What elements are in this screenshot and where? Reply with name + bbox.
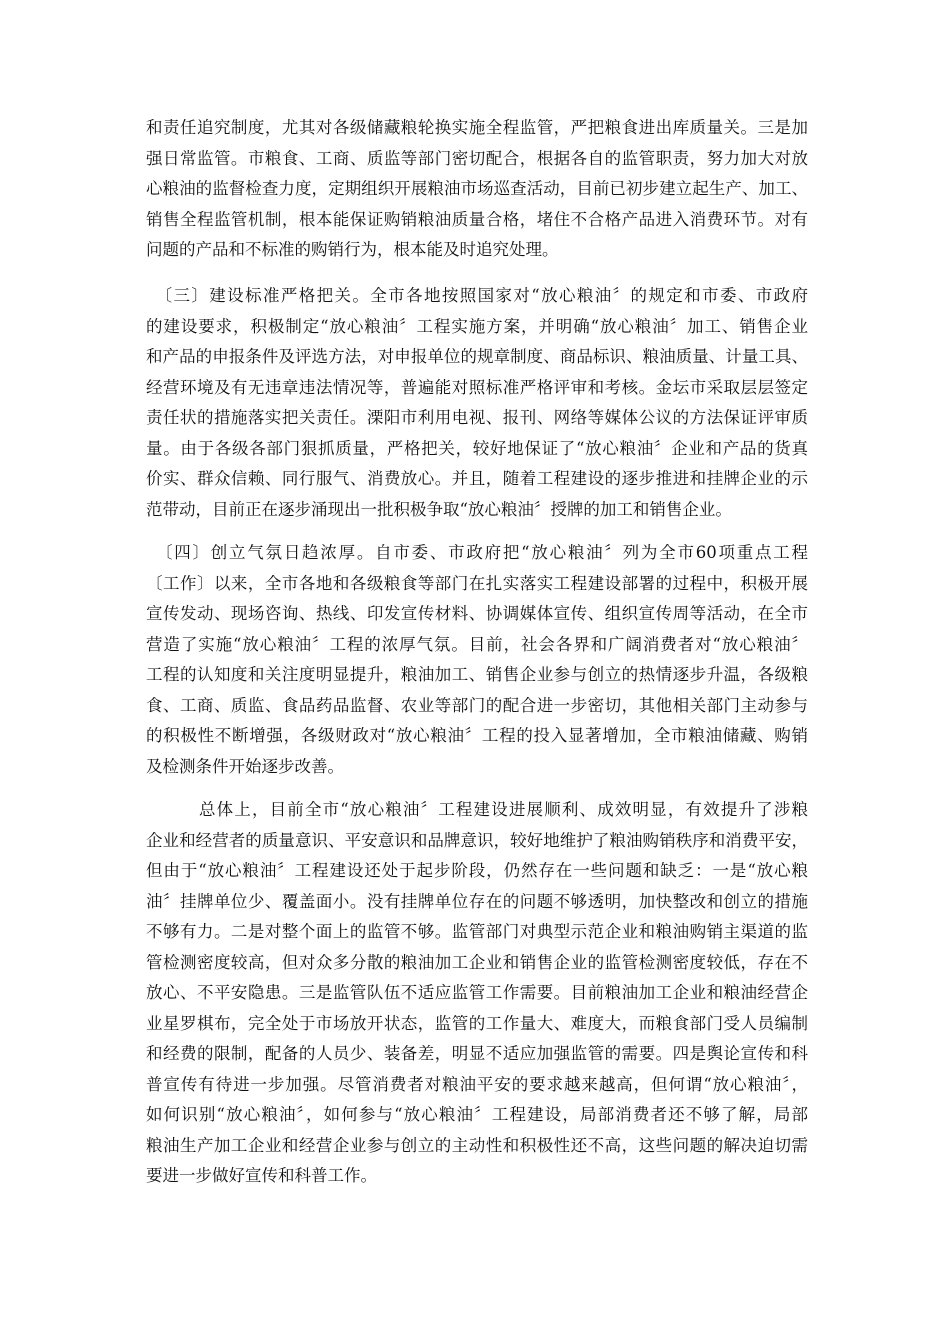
text-line: 放心、不平安隐患。三是监管队伍不适应监管工作需要。目前粮油加工企业和粮油经营企 xyxy=(146,983,808,1002)
text-line: 管检测密度较高，但对众多分散的粮油加工企业和销售企业的监管检测密度较低，存在不 xyxy=(146,952,808,972)
text-line: 营造了实施“放心粮油〞工程的浓厚气氛。目前，社会各界和广阔消费者对“放心粮油〞 xyxy=(146,634,808,654)
text-line: 经营环境及有无违章违法情况等，普遍能对照标准严格评审和考核。金坛市采取层层签定 xyxy=(146,377,808,397)
text-line: 的建设要求，积极制定“放心粮油〞工程实施方案，并明确“放心粮油〞加工、销售企业 xyxy=(146,316,808,336)
text-line: 食、工商、质监、食品药品监督、农业等部门的配合进一步密切，其他相关部门主动参与 xyxy=(146,695,808,715)
text-line: 心粮油的监督检查力度，定期组织开展粮油市场巡查活动，目前已初步建立起生产、加工、 xyxy=(146,179,808,198)
text-line: 不够有力。二是对整个面上的监管不够。监管部门对典型示范企业和粮油购销主渠道的监 xyxy=(146,922,808,941)
text-line: 油〞挂牌单位少、覆盖面小。没有挂牌单位存在的问题不够透明，加快整改和创立的措施 xyxy=(146,891,808,911)
text-line: 和经费的限制，配备的人员少、装备差，明显不适应加强监管的需要。四是舆论宣传和科 xyxy=(146,1044,808,1063)
text-line: 责任状的措施落实把关责任。溧阳市利用电视、报刊、网络等媒体公议的方法保证评审质 xyxy=(146,408,808,427)
text-line: 业星罗棋布，完全处于市场放开状态，监管的工作量大、难度大，而粮食部门受人员编制 xyxy=(146,1013,808,1033)
text-line: 和责任追究制度，尤其对各级储藏粮轮换实施全程监管，严把粮食进出库质量关。三是加 xyxy=(146,118,808,137)
paragraph-3 xyxy=(146,538,808,782)
paragraph-1 xyxy=(146,113,808,266)
text-line: 量。由于各级各部门狠抓质量，严格把关，较好地保证了“放心粮油〞企业和产品的货真 xyxy=(146,438,808,458)
text-line: 宣传发动、现场咨询、热线、印发宣传材料、协调媒体宣传、组织宣传周等活动，在全市 xyxy=(146,604,808,623)
text-line: 如何识别“放心粮油〞，如何参与“放心粮油〞工程建设，局部消费者还不够了解，局部 xyxy=(146,1105,808,1124)
text-line: 工程的认知度和关注度明显提升，粮油加工、销售企业参与创立的热情逐步升温，各级粮 xyxy=(146,665,808,684)
text-line: 普宣传有待进一步加强。尽管消费者对粮油平安的要求越来越高，但何谓“放心粮油〞， xyxy=(146,1074,808,1094)
text-line: 总体上，目前全市“放心粮油〞工程建设进展顺利、成效明显，有效提升了涉粮 xyxy=(146,800,808,819)
text-line: 〔三〕建设标准严格把关。全市各地按照国家对“放心粮油〞的规定和市委、市政府 xyxy=(146,286,808,305)
paragraph-2 xyxy=(146,281,808,525)
text-line: 及检测条件开始逐步改善。 xyxy=(146,756,344,776)
text-line: 要进一步做好宣传和科普工作。 xyxy=(146,1166,377,1185)
text-line: 和产品的申报条件及评选方法，对申报单位的规章制度、商品标识、粮油质量、计量工具、 xyxy=(146,347,808,366)
text-line: 问题的产品和不标准的购销行为，根本能及时追究处理。 xyxy=(146,240,559,259)
text-line: 的积极性不断增强，各级财政对“放心粮油〞工程的投入显著增加，全市粮油储藏、购销 xyxy=(146,726,808,745)
text-line: 范带动，目前正在逐步涌现出一批积极争取“放心粮油〞授牌的加工和销售企业。 xyxy=(146,499,732,519)
text-line: 但由于“放心粮油〞工程建设还处于起步阶段，仍然存在一些问题和缺乏：一是“放心粮 xyxy=(146,861,808,880)
text-line: 粮油生产加工企业和经营企业参与创立的主动性和积极性还不高，这些问题的解决迫切需 xyxy=(146,1135,808,1155)
text-line: 企业和经营者的质量意识、平安意识和品牌意识，较好地维护了粮油购销秩序和消费平安， xyxy=(146,830,808,850)
text-line: 销售全程监管机制，根本能保证购销粮油质量合格，堵住不合格产品进入消费环节。对有 xyxy=(146,209,808,229)
paragraph-4 xyxy=(146,795,808,1192)
text-line: 〔工作〕以来，全市各地和各级粮食等部门在扎实落实工程建设部署的过程中，积极开展 xyxy=(146,573,808,593)
text-line: 价实、群众信赖、同行服气、消费放心。并且，随着工程建设的逐步推进和挂牌企业的示 xyxy=(146,469,808,488)
text-line: 强日常监管。市粮食、工商、质监等部门密切配合，根据各自的监管职责，努力加大对放 xyxy=(146,148,808,168)
text-line: 〔四〕创立气氛日趋浓厚。自市委、市政府把“放心粮油〞列为全市60项重点工程 xyxy=(146,543,808,562)
